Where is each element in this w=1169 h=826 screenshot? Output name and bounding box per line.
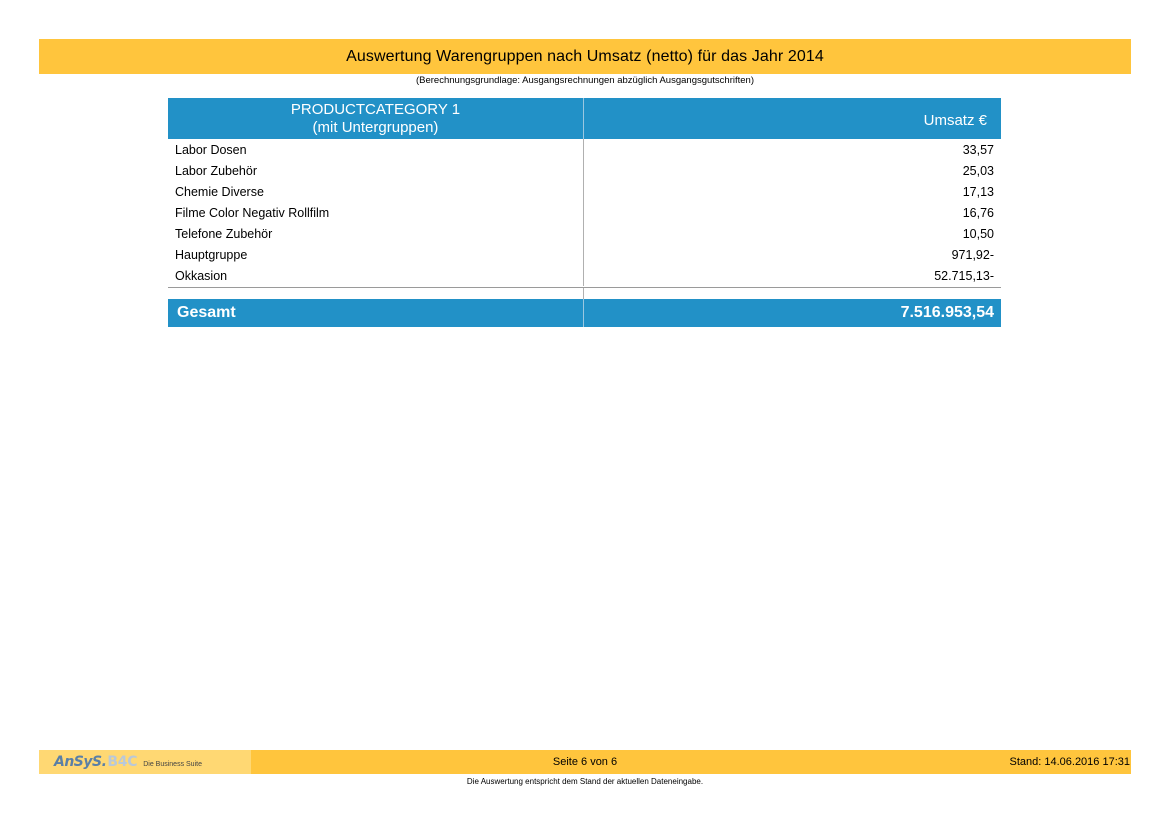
row-value: 17,13 <box>962 184 994 199</box>
total-row <box>168 299 1001 327</box>
footer-band <box>39 750 1131 774</box>
row-value: 33,57 <box>962 142 994 157</box>
row-name: Telefone Zubehör <box>168 223 584 244</box>
footer-note: Die Auswertung entspricht dem Stand der aktuellen Dateneingabe. <box>466 777 704 786</box>
spacer-left <box>168 288 584 299</box>
row-name: Chemie Diverse <box>168 181 584 202</box>
report-subtitle: (Berechnungsgrundlage: Ausgangsrechnungen abzüglich Ausgangsgutschriften) <box>415 75 754 86</box>
table-row <box>168 244 1001 265</box>
header-category <box>168 98 584 139</box>
table-spacer <box>168 288 1001 299</box>
header-revenue: Umsatz € <box>923 112 987 129</box>
row-value: 10,50 <box>962 226 994 241</box>
table-row <box>168 139 1001 160</box>
timestamp: Stand: 14.06.2016 17:31 <box>1009 756 1130 768</box>
total-value: 7.516.953,54 <box>900 304 994 321</box>
row-name: Hauptgruppe <box>168 244 584 265</box>
header-category-line2: (mit Untergruppen) <box>312 119 439 136</box>
logo-tagline: Die Business Suite <box>143 761 202 768</box>
row-value: 52.715,13- <box>934 268 994 283</box>
logo-sub: B4C <box>107 754 138 770</box>
total-label: Gesamt <box>168 299 584 327</box>
spacer-right <box>584 288 1001 299</box>
table-row <box>168 223 1001 244</box>
row-name: Labor Dosen <box>168 139 584 160</box>
header-category-line1: PRODUCTCATEGORY 1 <box>290 101 461 118</box>
table-row <box>168 202 1001 223</box>
table-header <box>168 98 1001 139</box>
row-name: Filme Color Negativ Rollfilm <box>168 202 584 223</box>
report-table <box>168 98 1001 327</box>
logo-main: AnSyS. <box>54 754 107 770</box>
table-row <box>168 160 1001 181</box>
table-row <box>168 265 1001 286</box>
report-title: Auswertung Warengruppen nach Umsatz (netto) für das Jahr 2014 <box>346 47 824 65</box>
row-name: Labor Zubehör <box>168 160 584 181</box>
row-value: 16,76 <box>962 205 994 220</box>
row-name: Okkasion <box>168 265 584 286</box>
row-value: 971,92- <box>951 247 994 262</box>
table-body <box>168 139 1001 299</box>
title-band <box>39 39 1131 74</box>
row-value: 25,03 <box>962 163 994 178</box>
page-number: Seite 6 von 6 <box>552 756 618 768</box>
table-row <box>168 181 1001 202</box>
